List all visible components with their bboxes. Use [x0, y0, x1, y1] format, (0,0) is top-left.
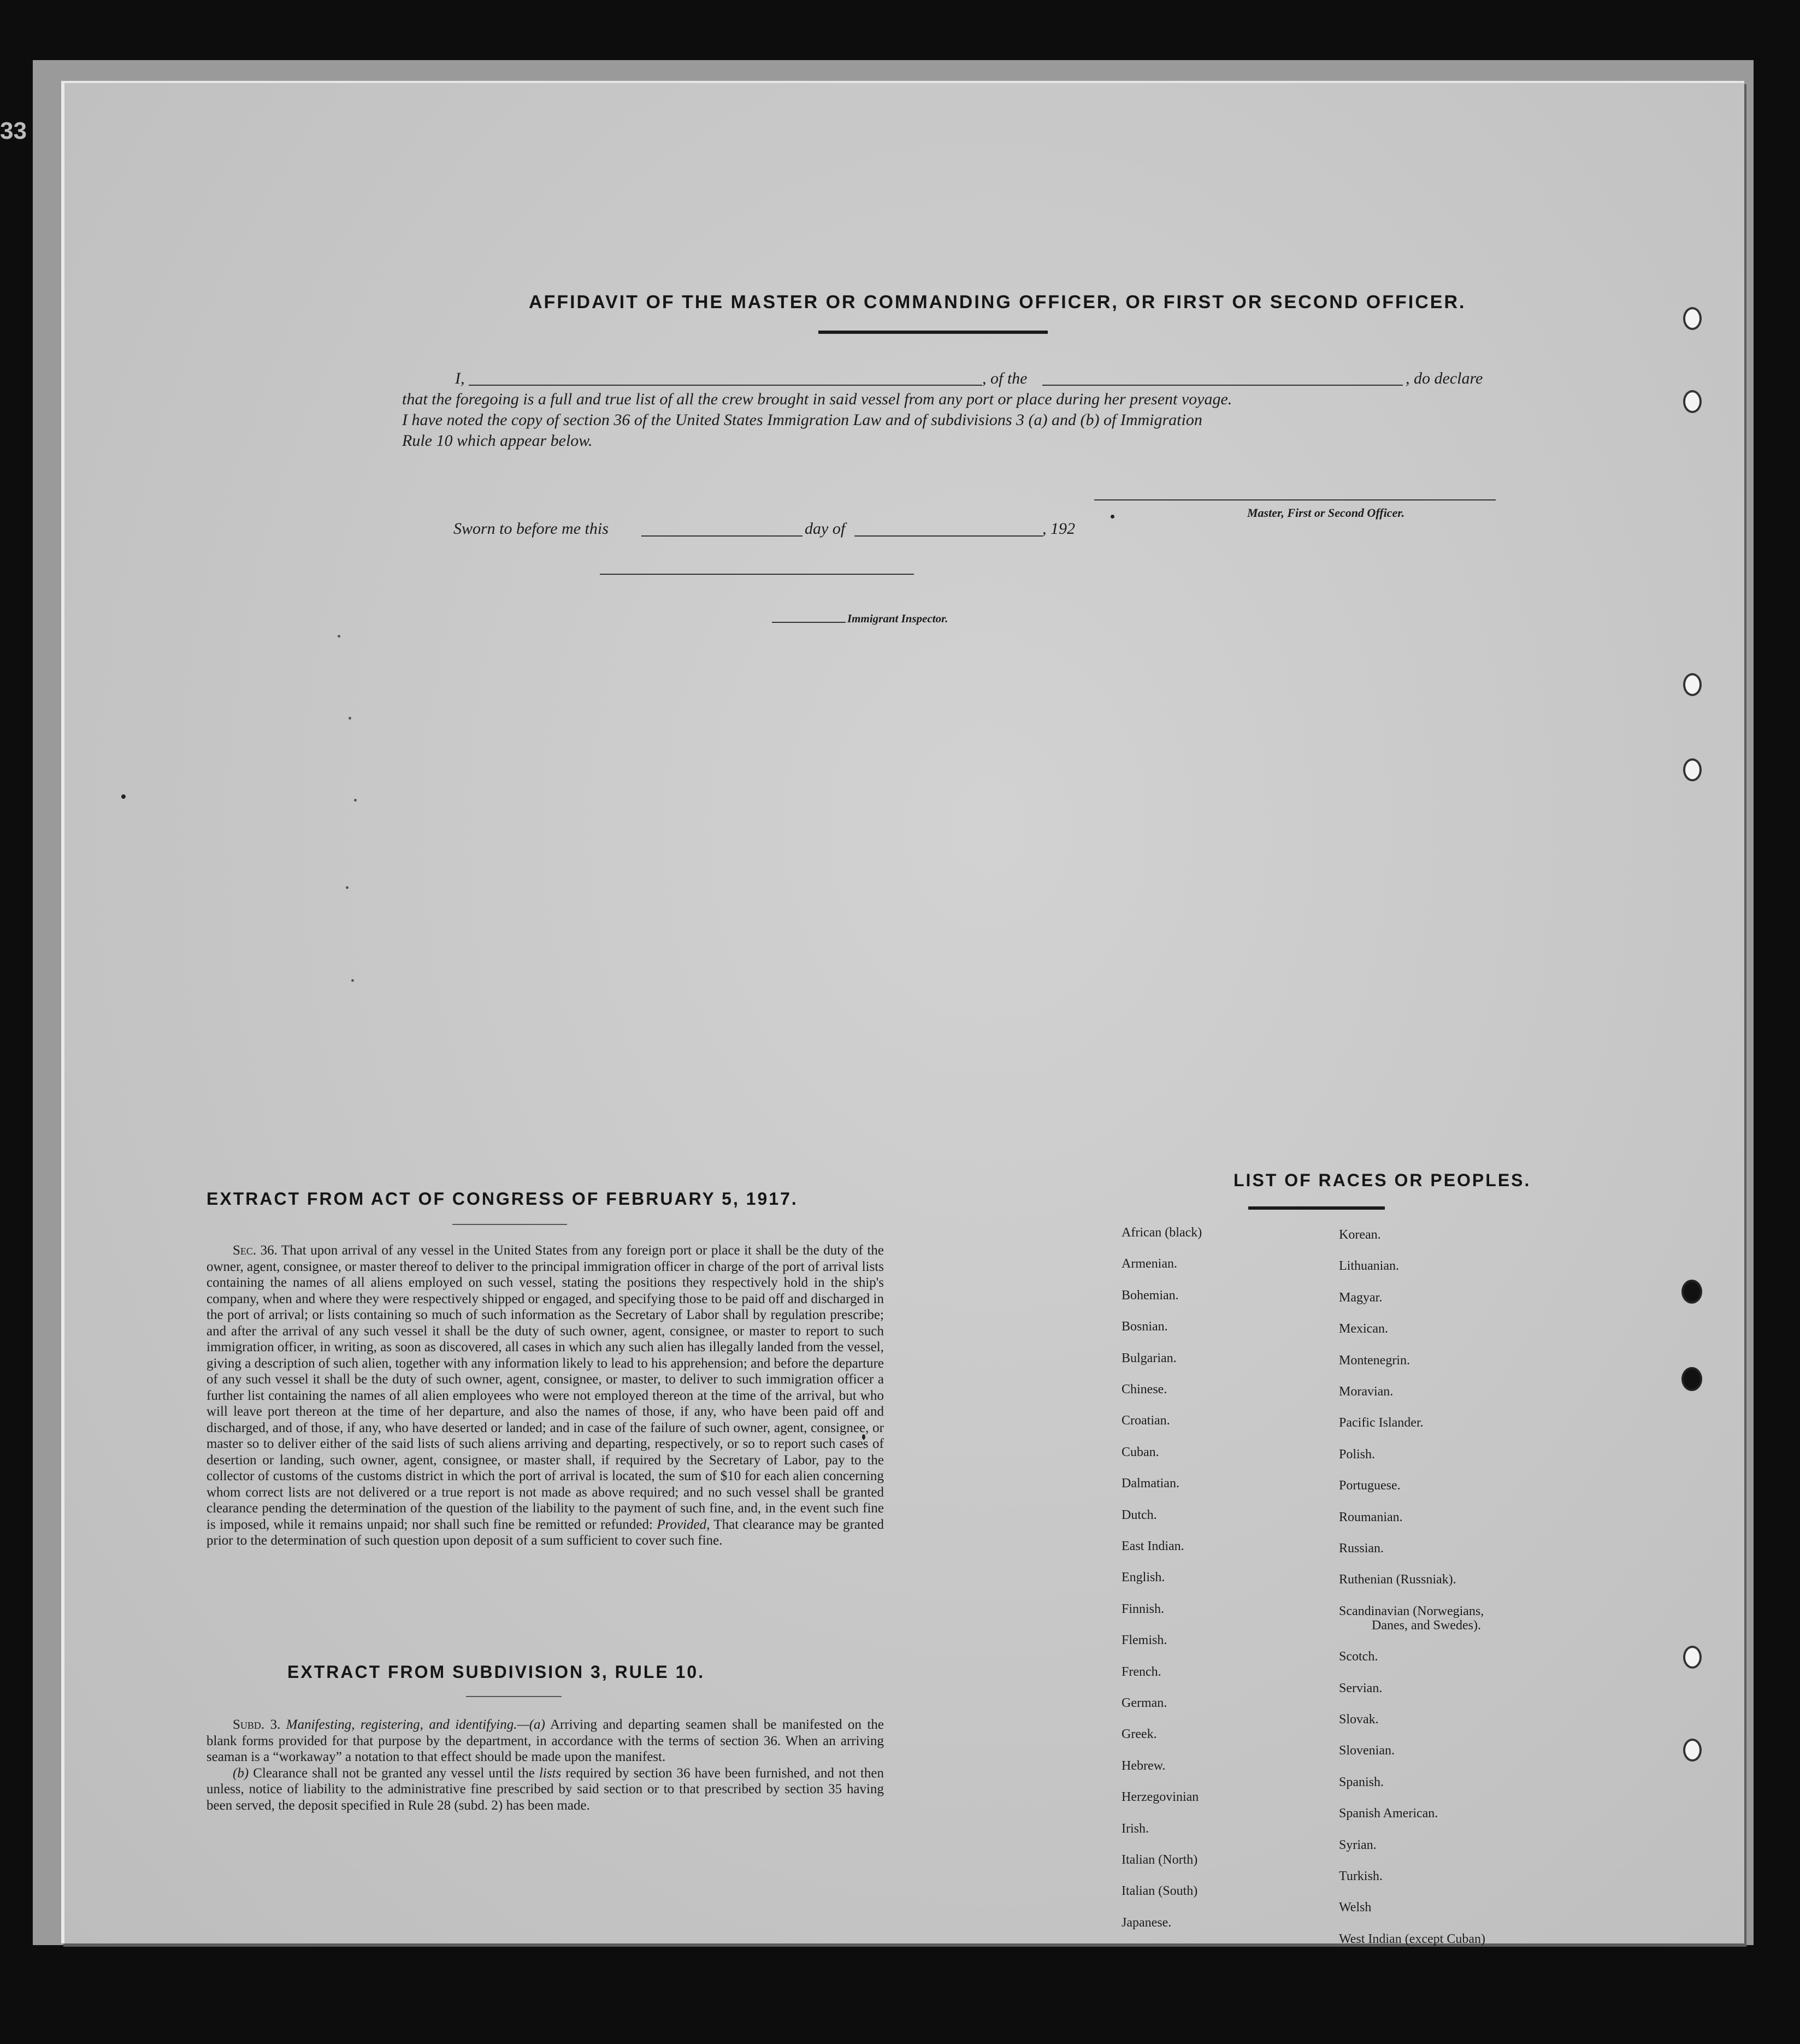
- bleed-mark: [121, 794, 126, 799]
- sworn-year: , 192: [1042, 520, 1075, 538]
- master-signature-line: [1094, 499, 1496, 500]
- bleed-mark: [346, 886, 349, 889]
- section-36-body: That upon arrival of any vessel in the United States from any foreign port or place it shall be the duty of the owner, agent, consignee, or master thereof to deliver to the principal immigration officer in charge of the port of arrival lists containing the names of all aliens employed on such vessel, stating the positions they respectively hold in the ship's company, when and where they were respectively shipped or engaged, and specifying those to be paid off and discharged in the port of arrival; or lists containing so much of such information as the Secretary of Labor shall by regulation prescribe; and after the arrival of any such vessel it shall be the duty of such owner, agent, consignee, or master to report to such immigration officer, in writing, as soon as discovered, all cases in which any such alien has illegally landed from the vessel, giving a description of such alien, together with any information likely to lead to his apprehension; and before the departure of any such vessel it shall be the duty of such owner, agent, consignee, or master, to deliver to such immigration officer a further list containing the names of all alien employees who were not employed thereon at the time of the arrival, but who will leave port thereon at the time of her departure, and also the names of those, if any, who have been paid off and discharged, and of those, if any, who have deserted or landed; and in case of the failure of such owner, agent, consignee, or master so to deliver either of the said lists of such aliens arriving and departing, respectively, or so to report such cases of desertion or landing, such owner, agent, consignee, or master shall, if required by the Secretary of Labor, pay to the collector of customs of the customs district in which the port of arrival is located, the sum of $10 for each alien concerning whom correct lists are not delivered or a true report is not made as above required; and no such vessel shall be granted clearance pending the determination of the question of the liability to the payment of such fine, and, in the event such fine is imposed, while it remains unpaid; nor shall such fine be remitted or refunded:: [206, 1243, 884, 1532]
- para-a-text: Arriving and departing seamen shall be manifested on the blank forms provided for that purpose by the department, in accordance with the terms of section 36. When an arriving seaman is a “workaway” a notation to that effect should be made upon the manifest.: [206, 1717, 884, 1764]
- act-extract-title: EXTRACT FROM ACT OF CONGRESS OF FEBRUARY 5, 1917.: [206, 1189, 798, 1209]
- race-entry: Spanish American.: [1339, 1806, 1438, 1821]
- race-entry: Bulgarian.: [1122, 1351, 1177, 1365]
- race-entry: African (black): [1122, 1226, 1202, 1240]
- race-entry: Croatian.: [1122, 1413, 1170, 1428]
- race-entry: Danes, and Swedes).: [1372, 1618, 1481, 1633]
- race-entry: German.: [1122, 1696, 1167, 1710]
- race-entry: Syrian.: [1339, 1837, 1377, 1852]
- subd-heading: Manifesting, registering, and identifying.: [286, 1717, 517, 1732]
- races-title: LIST OF RACES OR PEOPLES.: [1234, 1170, 1531, 1190]
- day-blank: [641, 535, 802, 537]
- master-signature-label: Master, First or Second Officer.: [1247, 506, 1405, 520]
- affidavit-line1-suffix: , do declare: [1406, 369, 1483, 387]
- punch-hole: [1683, 758, 1702, 781]
- section-36-proviso: That clearance may be granted prior to the determination of such question upon deposit of a sum sufficient to cover such fine.: [206, 1517, 884, 1548]
- race-entry: Dalmatian.: [1122, 1476, 1179, 1491]
- edge-page-number: 33: [0, 117, 27, 144]
- punch-hole: [1683, 390, 1702, 413]
- race-entry: Montenegrin.: [1339, 1353, 1410, 1368]
- sworn-mid: day of: [805, 520, 846, 538]
- race-entry: Slovak.: [1339, 1712, 1379, 1727]
- race-entry: Roumanian.: [1339, 1510, 1403, 1524]
- name-blank: [469, 385, 982, 386]
- race-entry: Scandinavian (Norwegians,: [1339, 1604, 1484, 1618]
- race-entry: Portuguese.: [1339, 1478, 1401, 1493]
- race-entry: Korean.: [1339, 1228, 1381, 1242]
- rule-extract-rule: [466, 1696, 562, 1697]
- race-entry: Finnish.: [1122, 1601, 1165, 1616]
- para-a-label: —(a): [517, 1717, 545, 1732]
- race-entry: Chinese.: [1122, 1382, 1167, 1397]
- punch-hole: [1683, 1646, 1702, 1669]
- affidavit-line1-prefix: I,: [455, 369, 465, 387]
- bleed-mark: [1111, 515, 1114, 519]
- race-entry: Hebrew.: [1122, 1758, 1166, 1773]
- race-entry: Pacific Islander.: [1339, 1416, 1424, 1430]
- race-entry: Magyar.: [1339, 1290, 1383, 1305]
- race-entry: Irish.: [1122, 1821, 1149, 1836]
- race-entry: East Indian.: [1122, 1539, 1184, 1553]
- affidavit-line1-mid: , of the: [982, 369, 1028, 387]
- bleed-mark: [351, 979, 354, 982]
- race-entry: Welsh: [1339, 1900, 1372, 1915]
- para-b-label: (b): [233, 1765, 249, 1781]
- rule-extract-title: EXTRACT FROM SUBDIVISION 3, RULE 10.: [287, 1662, 705, 1682]
- para-b-pre: Clearance shall not be granted any vessel until the: [253, 1765, 535, 1781]
- bleed-mark: [354, 799, 357, 802]
- race-entry: Cuban.: [1122, 1445, 1159, 1459]
- race-entry: French.: [1122, 1664, 1161, 1679]
- para-b-lists: lists: [539, 1765, 562, 1781]
- month-blank: [854, 535, 1043, 537]
- race-entry: Spanish.: [1339, 1775, 1384, 1789]
- race-entry: Greek.: [1122, 1727, 1157, 1742]
- race-entry: Bosnian.: [1122, 1320, 1168, 1334]
- race-entry: Turkish.: [1339, 1869, 1383, 1883]
- race-entry: Japanese.: [1122, 1915, 1172, 1930]
- race-entry: Servian.: [1339, 1681, 1383, 1695]
- race-entry: Polish.: [1339, 1447, 1376, 1462]
- race-entry: Flemish.: [1122, 1633, 1167, 1648]
- subd-label: Subd. 3.: [233, 1717, 281, 1732]
- race-entry: Dutch.: [1122, 1507, 1157, 1522]
- inspector-signature-line: [600, 574, 914, 575]
- punch-hole: [1681, 1367, 1702, 1391]
- race-entry: Moravian.: [1339, 1385, 1394, 1399]
- race-entry: Lithuanian.: [1339, 1259, 1399, 1274]
- punch-hole: [1683, 673, 1702, 696]
- race-entry: English.: [1122, 1570, 1165, 1585]
- race-entry: Ruthenian (Russniak).: [1339, 1572, 1456, 1587]
- affidavit-line3: I have noted the copy of section 36 of the United States Immigration Law and of subdivisions 3 (a) and (b) of Immigration: [402, 411, 1202, 429]
- race-entry: Bohemian.: [1122, 1288, 1179, 1303]
- inspector-label: Immigrant Inspector.: [847, 612, 948, 625]
- section-label: Sec. 36.: [233, 1243, 278, 1258]
- race-entry: Scotch.: [1339, 1650, 1378, 1664]
- race-entry: West Indian (except Cuban): [1339, 1931, 1485, 1946]
- affidavit-title-rule: [818, 331, 1048, 334]
- vessel-blank: [1042, 385, 1403, 386]
- punch-hole: [1683, 1739, 1702, 1762]
- affidavit-line4: Rule 10 which appear below.: [402, 432, 593, 450]
- affidavit-title: AFFIDAVIT OF THE MASTER OR COMMANDING OFFICER, OR FIRST OR SECOND OFFICER.: [529, 292, 1466, 313]
- race-entry: Slovenian.: [1339, 1743, 1395, 1758]
- para-b-post: required by section 36 have been furnished, and not then unless, notice of liability to the administrative fine prescribed by said section or to that prescribed by section 35 having been served, the deposit specified in Rule 28 (subd. 2) has been made.: [206, 1765, 884, 1813]
- bleed-mark: [349, 717, 351, 720]
- inspector-short-line: [772, 622, 846, 623]
- race-entry: Mexican.: [1339, 1322, 1388, 1336]
- act-extract-rule: [452, 1224, 567, 1225]
- race-entry: Russian.: [1339, 1541, 1384, 1556]
- race-entry: Herzegovinian: [1122, 1790, 1199, 1805]
- punch-hole: [1681, 1280, 1702, 1304]
- race-entry: Italian (North): [1122, 1853, 1198, 1867]
- provided-label: Provided,: [657, 1517, 710, 1532]
- bleed-mark: [338, 635, 340, 638]
- race-entry: Armenian.: [1122, 1257, 1177, 1271]
- subdivision-3-text: [206, 1717, 884, 1813]
- sworn-prefix: Sworn to before me this: [453, 520, 609, 538]
- punch-hole: [1683, 307, 1702, 330]
- race-entry: Italian (South): [1122, 1884, 1198, 1899]
- section-36-text: [206, 1242, 884, 1549]
- manifest-page: [61, 81, 1744, 1946]
- races-title-rule: [1248, 1206, 1385, 1210]
- affidavit-line2: that the foregoing is a full and true list of all the crew brought in said vessel from any port or place during her present voyage.: [402, 390, 1232, 408]
